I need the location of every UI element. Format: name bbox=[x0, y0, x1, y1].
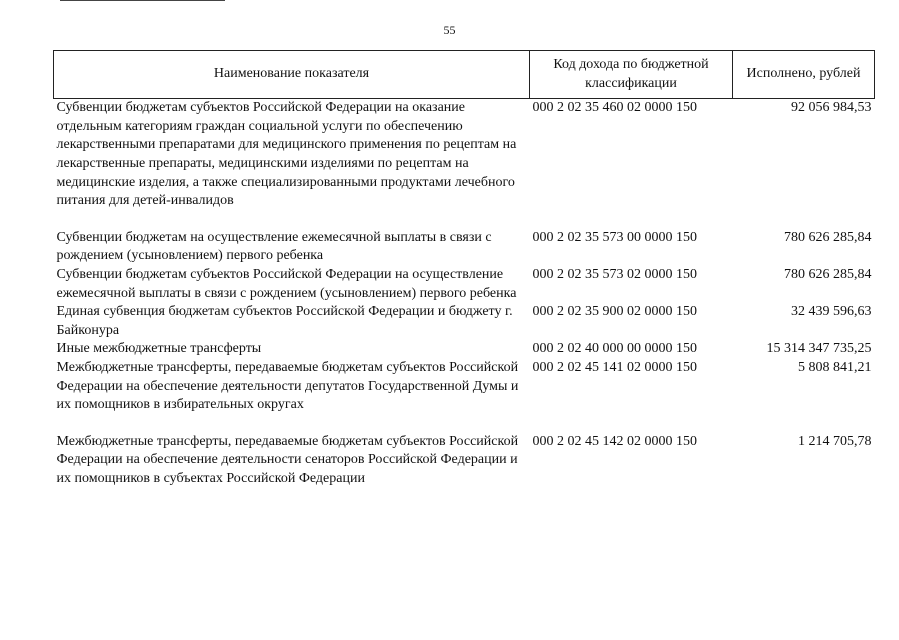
table-row bbox=[54, 359, 875, 433]
row-amount: 1 214 705,78 bbox=[798, 433, 872, 449]
table-row bbox=[54, 433, 875, 489]
row-amount: 780 626 285,84 bbox=[784, 266, 872, 282]
header-amount: Исполнено, рублей bbox=[733, 51, 875, 99]
row-amount: 32 439 596,63 bbox=[791, 304, 872, 320]
table-row bbox=[54, 303, 875, 340]
row-name: Межбюджетные трансферты, передаваемые бюджетам субъектов Российской Федерации на обеспечение деятельности депутатов Государственной Думы и их помощников в избирательных округах bbox=[56, 359, 519, 413]
top-rule bbox=[60, 0, 225, 1]
page-number: 55 bbox=[443, 23, 456, 37]
table-row bbox=[54, 340, 875, 359]
row-code: 000 2 02 35 900 02 0000 150 bbox=[532, 304, 697, 320]
row-code: 000 2 02 35 573 00 0000 150 bbox=[532, 229, 697, 245]
row-code: 000 2 02 40 000 00 0000 150 bbox=[532, 341, 697, 357]
row-amount: 780 626 285,84 bbox=[784, 229, 872, 245]
row-code: 000 2 02 35 573 02 0000 150 bbox=[532, 266, 697, 282]
row-name: Единая субвенция бюджетам субъектов Российской Федерации и бюджету г. Байконура bbox=[56, 304, 513, 338]
row-name: Субвенции бюджетам субъектов Российской Федерации на осуществление ежемесячной выплаты в связи с рождением (усыновлением) первого ребенка bbox=[56, 266, 517, 301]
row-amount: 92 056 984,53 bbox=[791, 100, 872, 116]
row-amount: 5 808 841,21 bbox=[798, 359, 872, 375]
row-name: Субвенции бюджетам субъектов Российской Федерации на оказание отдельным категориям граждан социальной услуги по обеспечению лекарственными препаратами для медицинского применения по рецептам на лекарственные препараты, медицинскими изделиями по рецептам на медицинские изделия, а также специализированными продуктами лечебного питания для детей-инвалидов bbox=[56, 100, 517, 209]
table-header-row bbox=[54, 51, 875, 99]
row-code: 000 2 02 45 142 02 0000 150 bbox=[532, 433, 697, 449]
budget-table bbox=[53, 50, 875, 488]
table-row bbox=[54, 99, 875, 229]
table-row bbox=[54, 266, 875, 303]
header-code: Код дохода по бюджетной классификации bbox=[530, 51, 733, 99]
table-row bbox=[54, 229, 875, 266]
header-name: Наименование показателя bbox=[54, 51, 530, 99]
row-name: Субвенции бюджетам на осуществление ежемесячной выплаты в связи с рождением (усыновлением) первого ребенка bbox=[56, 229, 492, 264]
row-amount: 15 314 347 735,25 bbox=[766, 341, 872, 357]
row-code: 000 2 02 45 141 02 0000 150 bbox=[532, 359, 697, 375]
row-code: 000 2 02 35 460 02 0000 150 bbox=[532, 100, 697, 116]
row-name: Межбюджетные трансферты, передаваемые бюджетам субъектов Российской Федерации на обеспечение деятельности сенаторов Российской Федерации и их помощников в субъектах Российской Федерации bbox=[56, 433, 519, 486]
row-name: Иные межбюджетные трансферты bbox=[56, 341, 262, 357]
